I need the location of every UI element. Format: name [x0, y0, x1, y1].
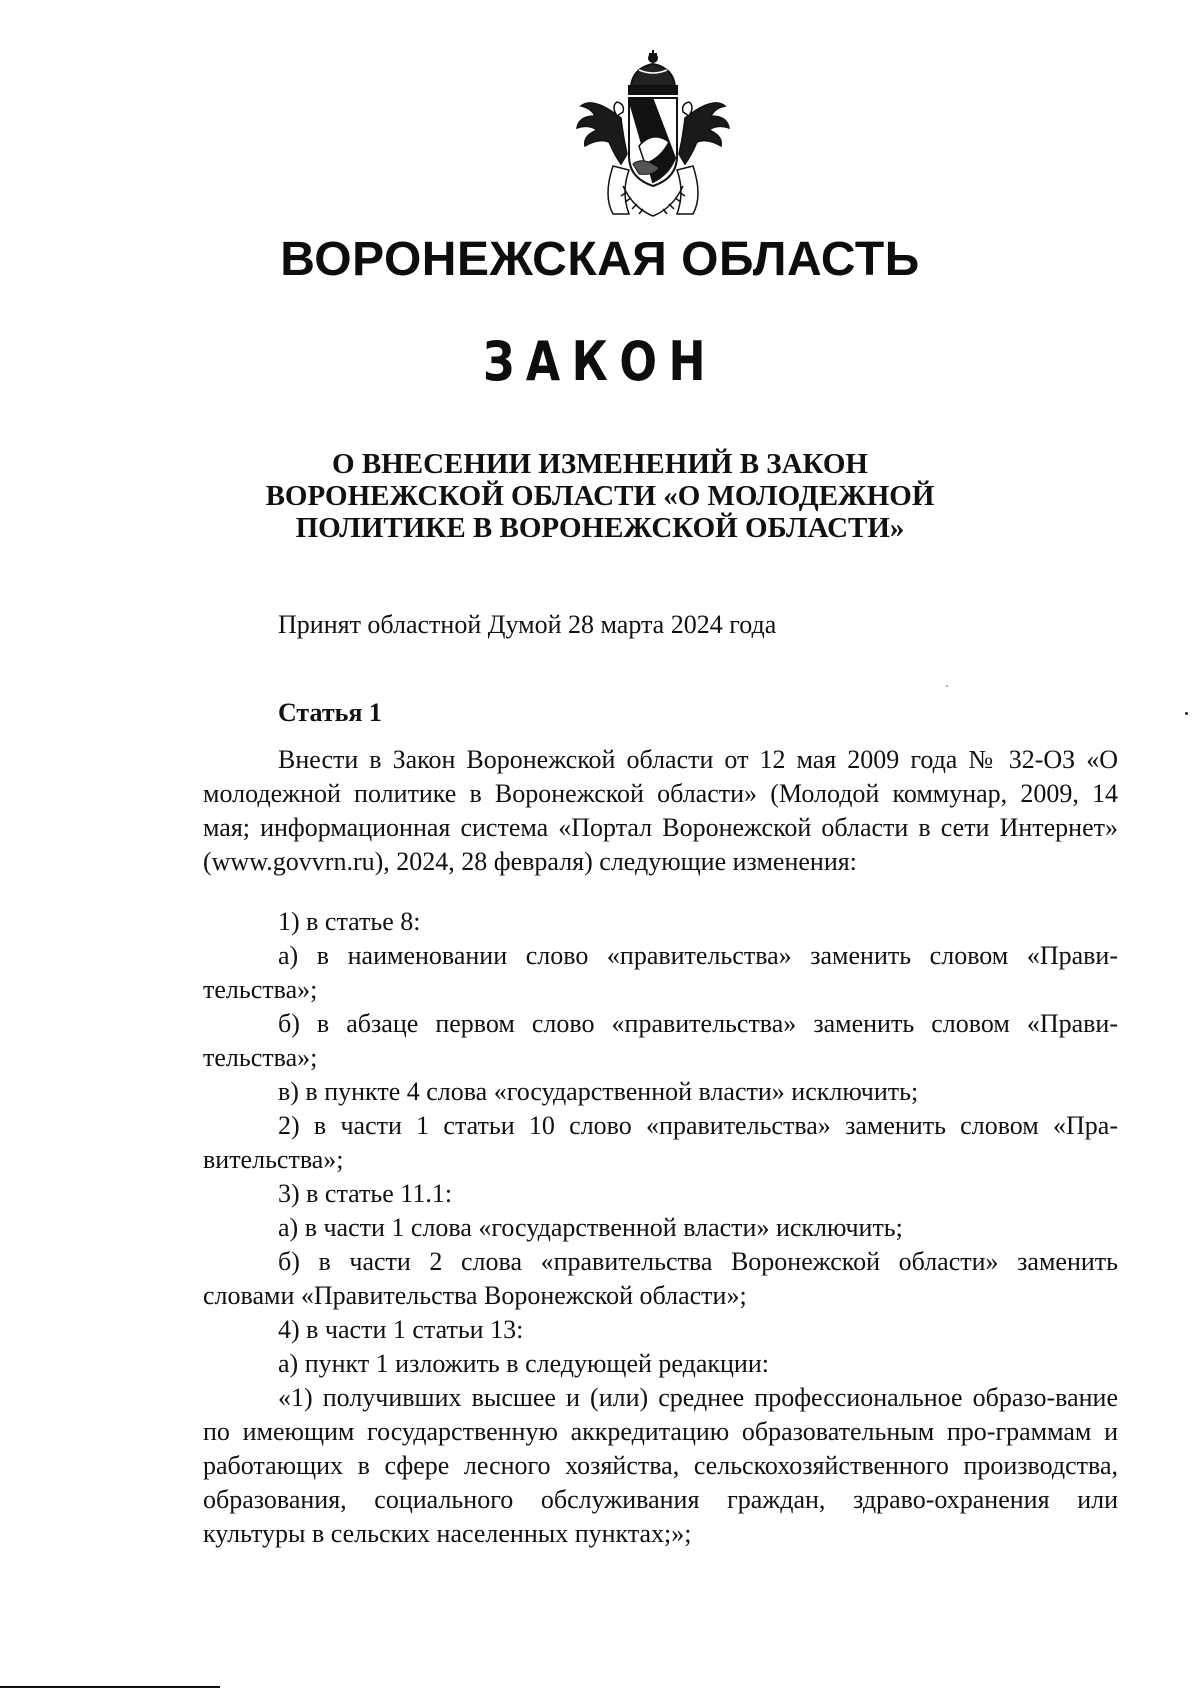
change-item: 3) в статье 11.1: [278, 1179, 453, 1208]
change-item: а) в части 1 слова «государственной власти» исключить; [278, 1213, 903, 1242]
region-name: ВОРОНЕЖСКАЯ ОБЛАСТЬ [280, 233, 920, 286]
change-item: в) в пункте 4 слова «государственной власти» исключить; [278, 1077, 919, 1106]
intro-paragraph: Внести в Закон Воронежской области от 12 мая 2009 года № 32-ОЗ «О молодежной политике в Воронежской области» (Молодой коммунар, 2009, 14 мая; информационная система «Портал Воронежской области в сети Интернет» (www.govvrn.ru), 2024, 28 февраля) следующие изменения: [203, 745, 1118, 876]
change-item: б) в абзаце первом слово «правительства» заменить словом «Прави-тельства»; [203, 1009, 1118, 1072]
law-heading-line: О ВНЕСЕНИИ ИЗМЕНЕНИЙ В ЗАКОН [332, 448, 868, 480]
change-item: а) в наименовании слово «правительства» заменить словом «Прави-тельства»; [203, 941, 1118, 1004]
coat-of-arms-icon [573, 46, 733, 222]
document-type: ЗАКОН [482, 330, 718, 393]
bottom-rule [0, 1686, 220, 1688]
scan-dot [1185, 712, 1188, 715]
change-item: 1) в статье 8: [278, 907, 421, 936]
change-item: а) пункт 1 изложить в следующей редакции: [278, 1349, 769, 1378]
changes-list [203, 905, 1118, 1551]
change-item: 4) в части 1 статьи 13: [278, 1315, 524, 1344]
scan-speck [946, 685, 948, 687]
adoption-date: Принят областной Думой 28 марта 2024 года [278, 610, 777, 639]
article-intro [203, 743, 1118, 879]
change-item: «1) получивших высшее и (или) среднее профессиональное образо-вание по имеющим государственную аккредитацию образовательным про-граммам и работающих в сфере лесного хозяйства, сельскохозяйственного производства, образования, социального обслуживания граждан, здраво-охранения или культуры в сельских населенных пунктах;»; [203, 1383, 1118, 1548]
law-heading-line: ПОЛИТИКЕ В ВОРОНЕЖСКОЙ ОБЛАСТИ» [295, 512, 905, 544]
change-item: 2) в части 1 статьи 10 слово «правительства» заменить словом «Пра-вительства»; [203, 1111, 1118, 1174]
change-item: б) в части 2 слова «правительства Воронежской области» заменить словами «Правительства Воронежской области»; [203, 1247, 1118, 1310]
law-heading [0, 448, 1200, 544]
article-title: Статья 1 [278, 698, 382, 727]
law-heading-line: ВОРОНЕЖСКОЙ ОБЛАСТИ «О МОЛОДЕЖНОЙ [265, 480, 935, 512]
